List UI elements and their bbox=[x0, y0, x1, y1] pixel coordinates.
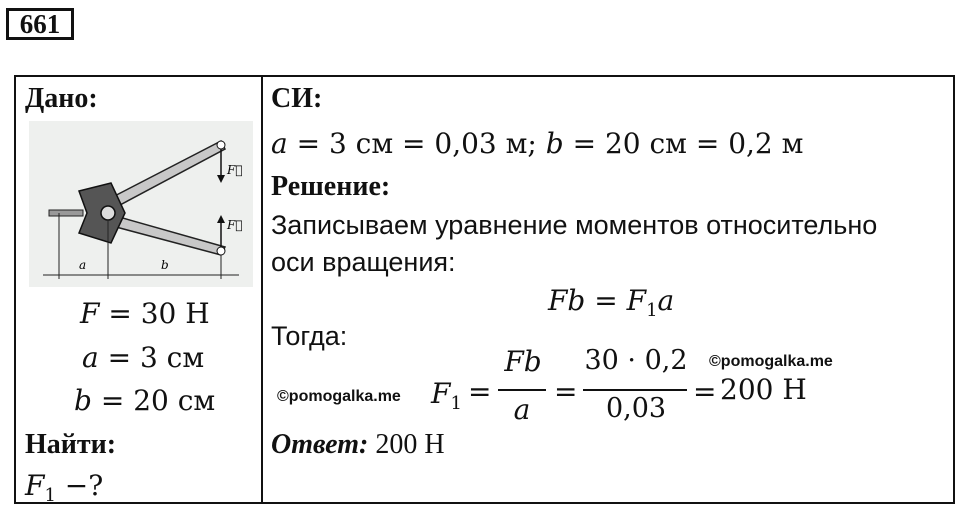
solution-table bbox=[14, 75, 955, 504]
answer-label: Ответ: bbox=[271, 429, 369, 460]
fraction-symbolic bbox=[498, 345, 548, 378]
pliers-illustration bbox=[29, 121, 253, 287]
watermark-right: ©pomogalka.me bbox=[709, 353, 833, 370]
formula-result: 200 Н bbox=[720, 373, 807, 406]
given-column bbox=[16, 77, 261, 506]
watermark-left: ©pomogalka.me bbox=[277, 388, 401, 405]
find-heading: Найти: bbox=[25, 429, 117, 460]
si-heading: СИ: bbox=[271, 83, 323, 114]
upper-point bbox=[217, 141, 225, 149]
dim-b-label: b bbox=[161, 258, 169, 272]
answer-line bbox=[271, 429, 445, 461]
formula-eq2: = bbox=[554, 375, 578, 408]
formula-eq1: = bbox=[468, 375, 492, 408]
lower-force-head bbox=[217, 215, 225, 223]
fraction-symbolic-num: Fb bbox=[504, 345, 542, 378]
fraction-numeric-num: 30 · 0,2 bbox=[584, 345, 688, 376]
solution-text-line2: оси вращения: bbox=[271, 247, 456, 277]
then-label: Тогда: bbox=[271, 321, 348, 351]
upper-force-head bbox=[217, 175, 225, 183]
fraction-numeric-den: 0,03 bbox=[605, 393, 667, 424]
fraction-numeric-num-wrap bbox=[581, 345, 691, 376]
given-heading: Дано: bbox=[25, 83, 98, 114]
formula-eq3: = bbox=[693, 375, 717, 408]
pliers-figure bbox=[29, 121, 253, 287]
answer-value: 200 Н bbox=[368, 429, 445, 460]
fraction-numeric-den-wrap bbox=[581, 393, 691, 424]
fraction-symbolic-den: a bbox=[513, 393, 531, 426]
pivot bbox=[101, 206, 115, 220]
si-line: a = 3 см = 0,03 м; b = 20 см = 0,2 м bbox=[271, 127, 804, 160]
solution-text-line1: Записываем уравнение моментов относительно bbox=[271, 210, 878, 240]
moment-equation: $Fb = F_1a$ bbox=[548, 284, 675, 321]
given-F: F = 30 Н bbox=[80, 297, 210, 330]
given-a: a = 3 см bbox=[82, 341, 205, 374]
fraction-symbolic-den-wrap bbox=[498, 393, 546, 426]
solution-column bbox=[263, 77, 953, 502]
dim-a-label: a bbox=[79, 258, 87, 272]
solution-heading: Решение: bbox=[271, 171, 391, 202]
lower-point bbox=[217, 247, 225, 255]
given-b: b = 20 см bbox=[74, 384, 216, 417]
formula-lhs: $F_1$ bbox=[431, 377, 462, 414]
nail bbox=[49, 210, 83, 216]
fraction-numeric-bar bbox=[583, 389, 687, 391]
lower-force-label: F⃗ bbox=[227, 218, 243, 232]
fraction-symbolic-bar bbox=[498, 389, 546, 391]
problem-number: 661 bbox=[6, 8, 74, 40]
find-value: $F_1$ −? bbox=[25, 469, 104, 506]
upper-force-label: F⃗ bbox=[227, 163, 243, 177]
